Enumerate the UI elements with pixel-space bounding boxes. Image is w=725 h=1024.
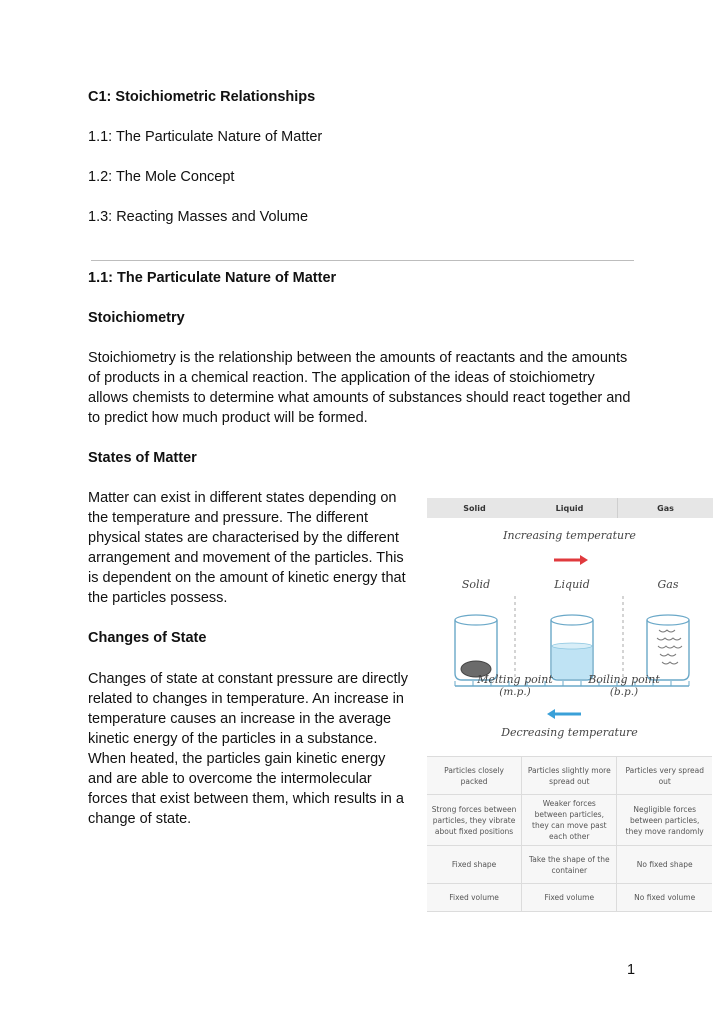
text-line: to predict how much product will be formed. xyxy=(88,410,368,426)
boiling-point-label: Boiling point xyxy=(588,673,660,686)
text-line: related to changes in temperature. An increase in xyxy=(88,691,404,707)
text-line: is dependent on the amount of kinetic energy that xyxy=(88,570,406,586)
states-paragraph xyxy=(88,488,418,608)
text-line: the temperature and pressure. The different xyxy=(88,510,368,526)
text-line: kinetic energy of the particles in a substance. xyxy=(88,731,378,747)
section-title: 1.1: The Particulate Nature of Matter xyxy=(88,270,337,286)
text-line: allows chemists to determine what amounts of substances should react together and xyxy=(88,390,631,406)
table-row xyxy=(427,795,712,846)
header-gas: Gas xyxy=(617,498,713,518)
stoichiometry-heading: Stoichiometry xyxy=(88,310,185,326)
horizontal-divider xyxy=(91,260,634,261)
liquid-beaker-icon xyxy=(551,615,593,680)
table-cell: Particles very spread out xyxy=(617,757,712,795)
text-line: arrangement and movement of the particles. This xyxy=(88,550,404,566)
toc-item-1[interactable]: 1.1: The Particulate Nature of Matter xyxy=(88,129,323,145)
table-cell: Strong forces between particles, they vibrate about fixed positions xyxy=(427,795,522,846)
text-line: Matter can exist in different states depending on xyxy=(88,490,397,506)
table-cell: Fixed shape xyxy=(427,846,522,884)
header-solid: Solid xyxy=(427,498,522,518)
page-number: 1 xyxy=(627,962,636,978)
table-cell: Particles closely packed xyxy=(427,757,522,795)
states-of-matter-figure xyxy=(427,498,712,913)
table-cell: No fixed volume xyxy=(617,884,712,912)
toc-item-3[interactable]: 1.3: Reacting Masses and Volume xyxy=(88,209,309,225)
melting-point-label: Melting point xyxy=(477,673,553,686)
liquid-label: Liquid xyxy=(554,578,590,591)
states-diagram xyxy=(427,518,712,758)
melting-point-abbr: (m.p.) xyxy=(499,686,531,698)
table-cell: No fixed shape xyxy=(617,846,712,884)
gas-beaker-icon xyxy=(647,615,689,680)
header-liquid: Liquid xyxy=(522,498,617,518)
text-line: the particles possess. xyxy=(88,590,228,606)
text-line: Stoichiometry is the relationship between the amounts of reactants and the amounts xyxy=(88,350,628,366)
text-line: of products in a chemical reaction. The application of the ideas of stoichiometry xyxy=(88,370,595,386)
text-line: When heated, the particles gain kinetic energy xyxy=(88,751,386,767)
red-arrow-icon xyxy=(554,555,588,565)
decreasing-temperature-label: Decreasing temperature xyxy=(501,726,638,739)
text-line: Changes of state at constant pressure are directly xyxy=(88,671,408,687)
changes-paragraph xyxy=(88,669,418,829)
gas-label: Gas xyxy=(657,578,679,591)
states-heading: States of Matter xyxy=(88,450,197,466)
text-line: and are able to overcome the intermolecular xyxy=(88,771,372,787)
table-cell: Negligible forces between particles, they move randomly xyxy=(617,795,712,846)
text-line: physical states are characterised by the different xyxy=(88,530,399,546)
table-cell: Particles slightly more spread out xyxy=(522,757,617,795)
solid-beaker-icon xyxy=(455,615,497,680)
text-line: temperature causes an increase in the average xyxy=(88,711,392,727)
boiling-point-abbr: (b.p.) xyxy=(609,686,639,698)
table-cell: Fixed volume xyxy=(427,884,522,912)
text-line: forces that exist between them, which results in a xyxy=(88,791,404,807)
properties-table xyxy=(427,756,712,912)
diagram-svg xyxy=(427,518,712,758)
table-cell: Take the shape of the container xyxy=(522,846,617,884)
changes-heading: Changes of State xyxy=(88,630,207,646)
toc-item-2[interactable]: 1.2: The Mole Concept xyxy=(88,169,235,185)
table-row xyxy=(427,757,712,795)
table-row xyxy=(427,884,712,912)
blue-arrow-icon xyxy=(547,709,581,719)
table-cell: Weaker forces between particles, they can move past each other xyxy=(522,795,617,846)
toc-title: C1: Stoichiometric Relationships xyxy=(88,89,316,105)
table-cell: Fixed volume xyxy=(522,884,617,912)
table-row xyxy=(427,846,712,884)
increasing-temperature-label: Increasing temperature xyxy=(503,529,636,542)
solid-label: Solid xyxy=(461,578,491,591)
stoichiometry-paragraph xyxy=(88,348,648,428)
text-line: change of state. xyxy=(88,811,192,827)
